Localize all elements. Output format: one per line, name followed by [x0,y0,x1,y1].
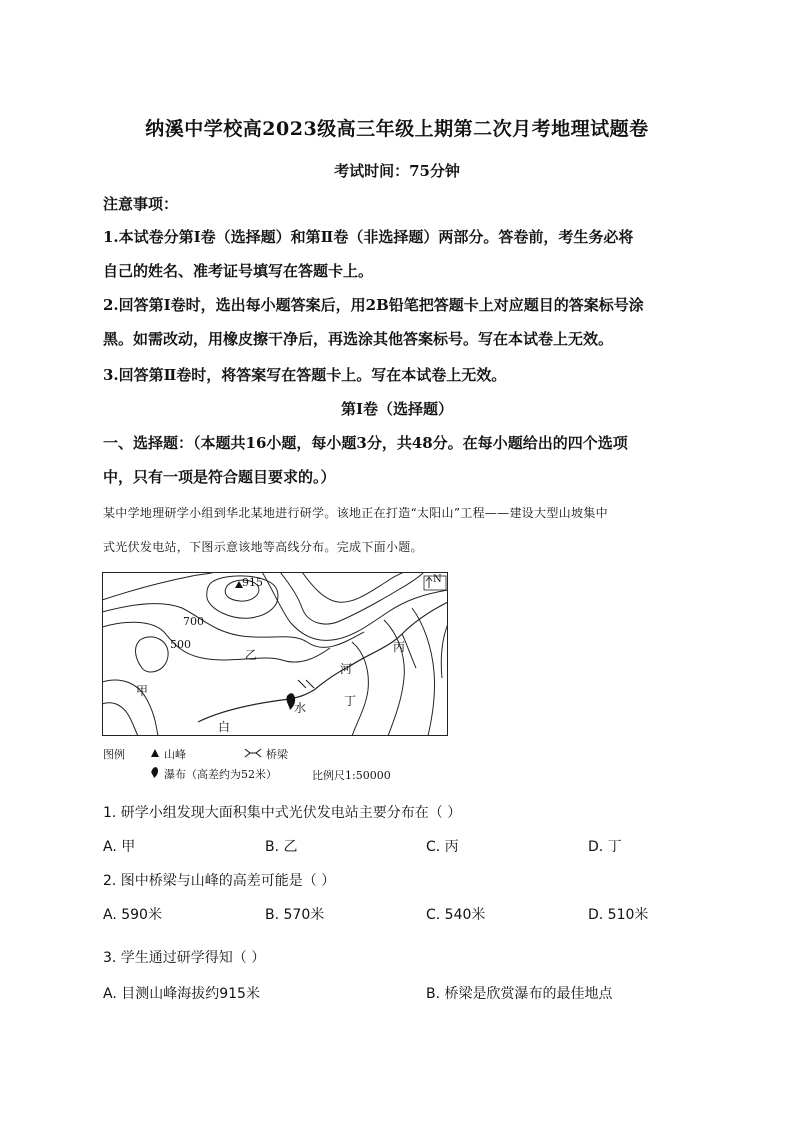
legend-scale: 比例尺1:50000 [312,769,391,782]
exam-title: 纳溪中学校高2023级高三年级上期第二次月考地理试题卷 [145,118,649,140]
question-stem: 1. 研学小组发现大面积集中式光伏发电站主要分布在（ ） [103,805,462,821]
river-char-he: 河 [340,662,353,676]
notice-line: 3.回答第Ⅱ卷时，将答案写在答题卡上。写在本试卷上无效。 [103,366,507,384]
intro-text: 式光伏发电站，下图示意该地等高线分布。完成下面小题。 [103,540,423,554]
exam-time: 考试时间：75分钟 [334,162,460,180]
intro-text: 某中学地理研学小组到华北某地进行研学。该地正在打造“太阳山”工程——建设大型山坡集中 [103,506,608,520]
notice-heading: 注意事项： [103,195,179,213]
waterfall-icon [150,766,160,778]
question-option: C. 540米 [426,907,486,923]
contour-label-500: 500 [170,638,191,651]
peak-elevation-label: 915 [242,576,263,589]
part-heading: 一、选择题：（本题共16小题，每小题3分，共48分。在每小题给出的四个选项 [103,434,628,452]
notice-line: 自己的姓名、准考证号填写在答题卡上。 [103,262,374,280]
question-option: C. 丙 [426,839,459,855]
contour-label-700: 700 [183,615,204,628]
peak-icon [150,748,160,758]
location-yi: 乙 [245,648,258,662]
location-jia: 甲 [136,684,149,698]
part-heading: 中，只有一项是符合题目要求的。） [103,468,336,486]
question-option: B. 桥梁是欣赏瀑布的最佳地点 [426,986,613,1002]
question-option: B. 570米 [265,907,325,923]
section-title: 第Ⅰ卷（选择题） [340,400,454,418]
location-ding: 丁 [344,694,357,708]
bridge-icon [244,748,262,758]
question-option: A. 590米 [103,907,162,923]
north-label: N [433,574,442,585]
notice-line: 1.本试卷分第Ⅰ卷（选择题）和第Ⅱ卷（非选择题）两部分。答卷前，考生务必将 [103,228,634,246]
question-option: B. 乙 [265,839,298,855]
legend-bridge: 桥梁 [266,748,288,761]
question-option: A. 甲 [103,839,136,855]
question-stem: 3. 学生通过研学得知（ ） [103,950,266,966]
question-option: D. 丁 [588,839,622,855]
notice-line: 黑。如需改动，用橡皮擦干净后，再选涂其他答案标号。写在本试卷上无效。 [103,330,614,348]
question-option: A. 目测山峰海拔约915米 [103,986,260,1002]
location-bing: 丙 [393,640,406,654]
notice-line: 2.回答第Ⅰ卷时，选出每小题答案后，用2B铅笔把答题卡上对应题目的答案标号涂 [103,296,644,314]
legend-waterfall: 瀑布（高差约为52米） [164,768,277,781]
river-char-bai: 白 [218,720,231,734]
question-option: D. 510米 [588,907,649,923]
legend-title: 图例 [103,748,125,761]
legend-peak: 山峰 [164,748,186,761]
river-char-shui: 水 [294,701,307,715]
question-stem: 2. 图中桥梁与山峰的高差可能是（ ） [103,873,336,889]
